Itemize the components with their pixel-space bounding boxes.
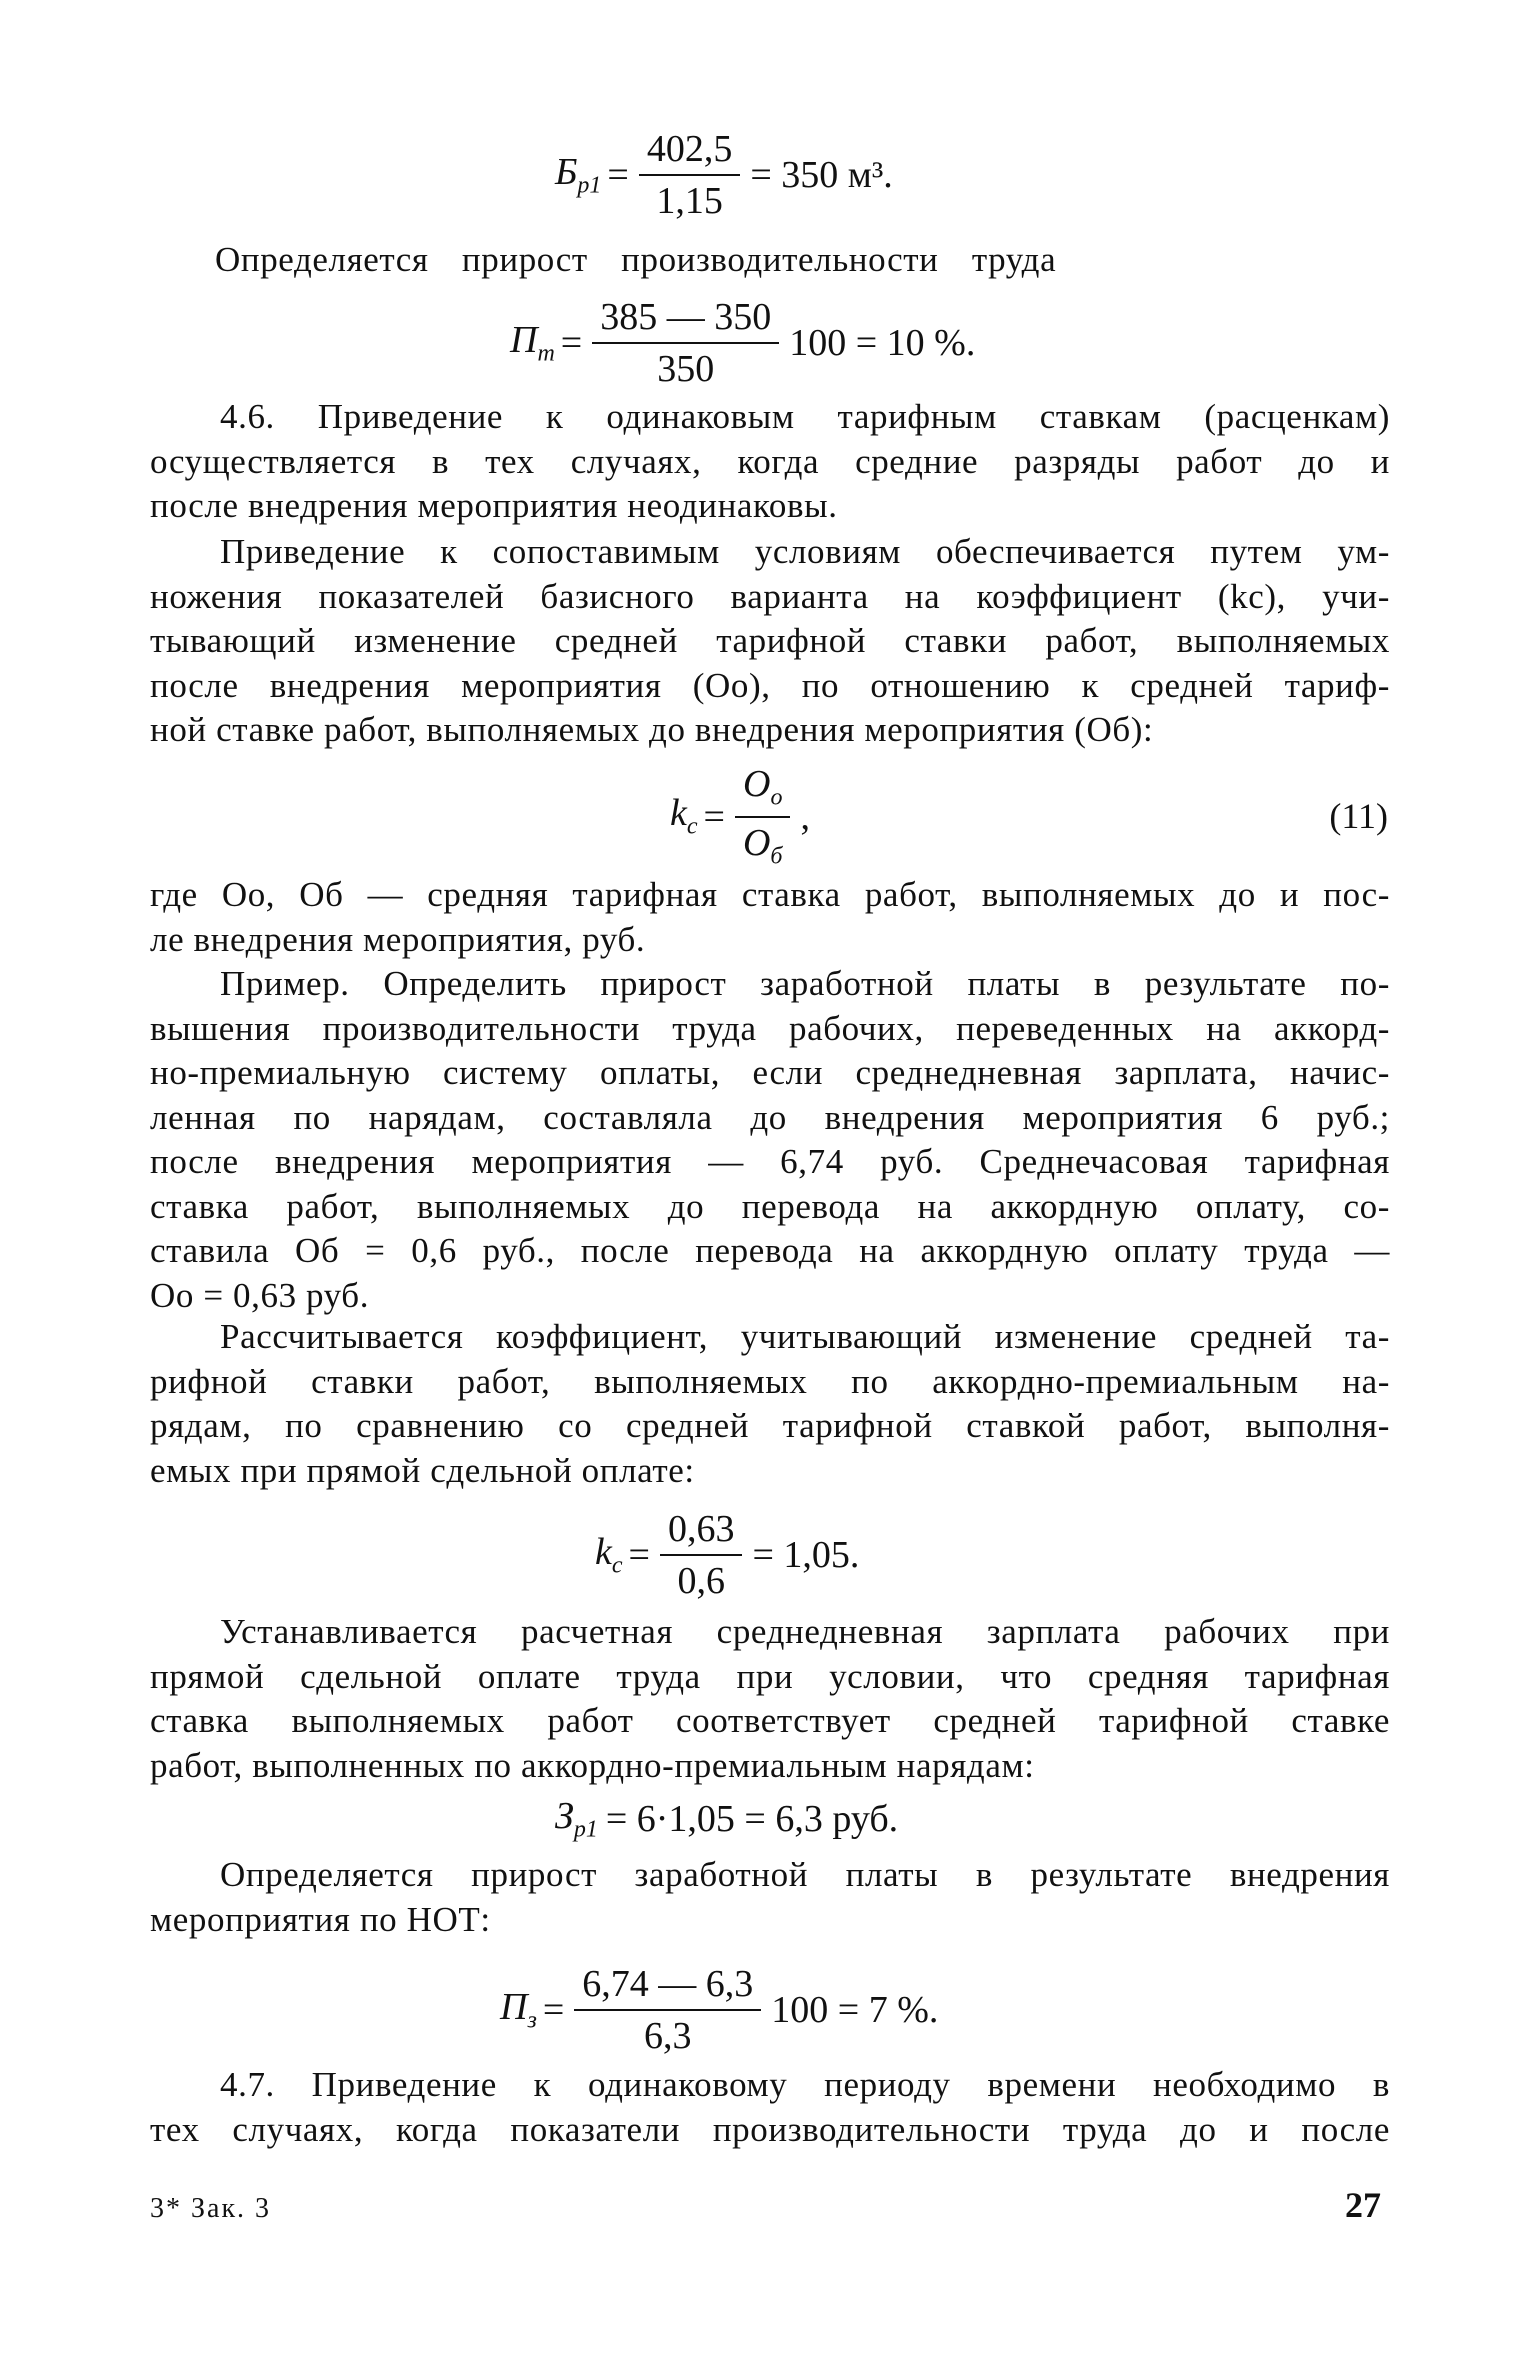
formula-1-rhs: = 350 м³. [750, 154, 893, 196]
text-line: вышения производительности труда рабочих, переведенных на аккорд- [150, 1008, 1390, 1048]
formula-2-denominator: 350 [657, 348, 715, 390]
text-line: Рассчитывается коэффициент, учитывающий изменение средней та- [220, 1317, 1390, 1356]
paragraph-4-6 [150, 395, 1390, 529]
formula-3: $k_с$ = $\frac{О_о}{О_б}$ , [670, 763, 810, 870]
text-line: ставка выполняемых работ соответствует средней тарифной ставке [150, 1701, 1390, 1740]
paragraph-coefficient [150, 1315, 1390, 1493]
text-line: Пример. Определить прирост заработной платы в результате по- [220, 964, 1390, 1003]
text-line: но-премиальную систему оплаты, если среднедневная зарплата, начис- [150, 1053, 1390, 1092]
paragraph-productivity: Определяется прирост производительности труда [215, 240, 1057, 279]
formula-2: $П_т$ = $\frac{385 — 350}{350}$ 100 = 10 %. [510, 296, 976, 390]
formula-5: $З_{р1}$ = 6·1,05 = 6,3 руб. [555, 1795, 899, 1843]
formula-6-fraction: $\frac{6,74 — 6,3}{6,3}$ [574, 1965, 761, 2055]
paragraph-comparable [150, 530, 1390, 753]
text-line: после внедрения мероприятия (Оо), по отношению к средней тариф- [150, 665, 1390, 705]
text-line: прямой сдельной оплате труда при условии, что средняя тарифная [150, 1656, 1390, 1696]
text-line: ле внедрения мероприятия, руб. [150, 919, 646, 959]
formula-2-fraction [592, 298, 779, 388]
formula-4: $k_с$ = $\frac{0,63}{0,6}$ = 1,05. [595, 1508, 860, 1602]
text-line: рифной ставки работ, выполняемых по аккордно-премиальным на- [150, 1361, 1390, 1401]
formula-4-fraction: $\frac{0,63}{0,6}$ [660, 1510, 743, 1600]
text-line: осуществляется в тех случаях, когда средние разряды работ до и [150, 441, 1390, 481]
formula-1: $Б_{р1}$ = $\frac{402,5}{1,15}$ = 350 м³. [555, 128, 893, 222]
text-line: 4.7. Приведение к одинаковому периоду времени необходимо в [220, 2065, 1390, 2104]
text-line: после внедрения мероприятия — 6,74 руб. Среднечасовая тарифная [150, 1142, 1390, 1181]
text-line: Оо = 0,63 руб. [150, 1275, 370, 1315]
text-line: где Оо, Об — средняя тарифная ставка работ, выполняемых до и пос- [150, 875, 1390, 914]
paragraph-where [150, 873, 1390, 962]
text-line: ставила Об = 0,6 руб., после перевода на аккордную оплату труда — [150, 1231, 1390, 1270]
page-number: 27 [1345, 2185, 1381, 2225]
formula-1-lhs: $Б_{р1}$ [555, 150, 602, 199]
paragraph-4-7 [150, 2063, 1390, 2152]
text-line: емых при прямой сдельной оплате: [150, 1450, 695, 1490]
equation-number: (11) [1329, 796, 1388, 836]
text-line: тывающий изменение средней тарифной ставки работ, выполняемых [150, 621, 1390, 660]
text-line: 4.6. Приведение к одинаковым тарифным ставкам (расценкам) [220, 397, 1390, 436]
formula-3-fraction: $\frac{О_о}{О_б}$ [735, 765, 791, 868]
formula-1-numerator: 402,5 [639, 130, 741, 176]
text-line: Приведение к сопоставимым условиям обеспечивается путем ум- [220, 532, 1390, 571]
text-line: Определяется прирост заработной платы в результате внедрения [220, 1855, 1390, 1894]
text-line: ленная по нарядам, составляла до внедрения мероприятия 6 руб.; [150, 1097, 1390, 1137]
formula-2-rhs: 100 = 10 %. [789, 322, 976, 364]
text-line: работ, выполненных по аккордно-премиальным нарядам: [150, 1745, 1035, 1785]
text-line: ной ставке работ, выполняемых до внедрения мероприятия (Об): [150, 710, 1154, 749]
paragraph-calculated-wage [150, 1610, 1390, 1788]
text-line: ножения показателей базисного варианта на коэффициент (kс), учи- [150, 576, 1390, 616]
text-line: ставка работ, выполняемых до перевода на аккордную оплату, со- [150, 1186, 1390, 1226]
text-line: тех случаях, когда показатели производительности труда до и после [150, 2109, 1390, 2149]
formula-1-fraction [639, 130, 741, 220]
paragraph-example [150, 962, 1390, 1318]
footer-signature: 3* Зак. 3 [150, 2193, 272, 2224]
formula-1-denominator: 1,15 [656, 180, 723, 222]
formula-2-numerator: 385 — 350 [592, 298, 779, 344]
text-line: рядам, по сравнению со средней тарифной ставкой работ, выполня- [150, 1406, 1390, 1445]
text-line: мероприятия по НОТ: [150, 1899, 491, 1939]
formula-6: $П_з$ = $\frac{6,74 — 6,3}{6,3}$ 100 = 7 %. [500, 1963, 939, 2057]
text-line: после внедрения мероприятия неодинаковы. [150, 486, 838, 525]
paragraph-wage-growth [150, 1853, 1390, 1942]
text-line: Устанавливается расчетная среднедневная зарплата рабочих при [220, 1612, 1390, 1651]
